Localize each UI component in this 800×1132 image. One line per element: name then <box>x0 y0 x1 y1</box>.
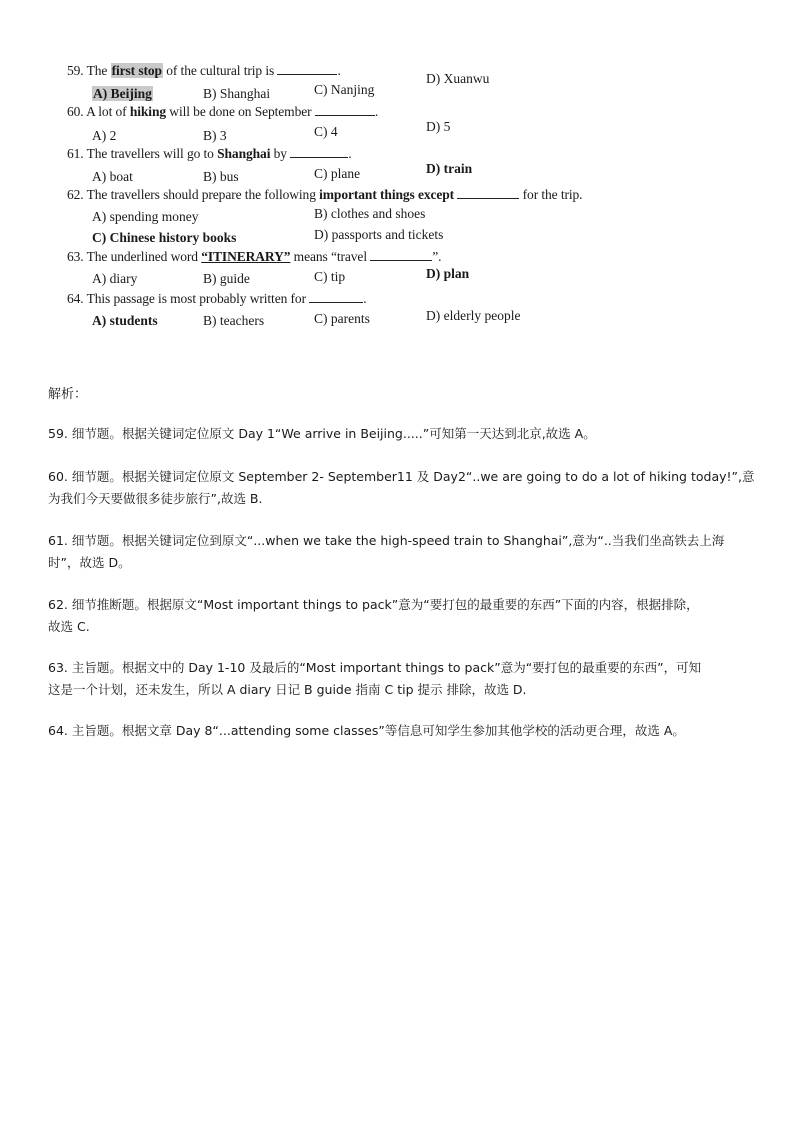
q63-blank <box>370 249 432 261</box>
q63-option-b: B) guide <box>203 271 250 286</box>
question-block <box>0 0 800 340</box>
q59-end: . <box>337 63 341 78</box>
q64-option-a: A) students <box>92 313 158 328</box>
q60-bold: hiking <box>129 104 167 119</box>
analysis-59 <box>48 423 760 445</box>
q62-option-c: C) Chinese history books <box>92 230 237 245</box>
analysis-62-line-2: 故选 C. <box>48 619 90 634</box>
q59-highlight: first stop <box>111 63 162 78</box>
q59-option-a-text: A) Beijing <box>93 86 152 101</box>
q63-option-d: D) plan <box>426 266 470 281</box>
q63-option-c: C) tip <box>314 269 346 284</box>
q61-end: . <box>348 146 352 161</box>
q62-pre: 62. The travellers should prepare the following <box>67 187 320 202</box>
q63-end: ”. <box>432 249 442 264</box>
q62-option-a: A) spending money <box>92 209 199 224</box>
analysis-63 <box>48 657 760 701</box>
analysis-64 <box>48 720 760 742</box>
analysis-60 <box>48 466 760 510</box>
question-60 <box>67 104 378 120</box>
analysis-60-line-2: 为我们今天要做很多徒步旅行”,故选 B. <box>48 491 263 506</box>
q60-end: . <box>374 104 379 119</box>
q61-bold: Shanghai <box>217 146 271 161</box>
q60-pre: 60. A lot of <box>67 104 130 119</box>
q63-pre: 63. The underlined word <box>67 249 202 264</box>
q64-blank <box>309 291 363 303</box>
q59-option-a <box>92 86 153 102</box>
question-62 <box>67 187 582 203</box>
q63-post: means “travel <box>290 249 367 264</box>
question-63 <box>67 249 441 265</box>
q60-option-a: A) 2 <box>92 128 117 143</box>
q62-option-d: D) passports and tickets <box>314 227 444 242</box>
q64-pre: 64. This passage is most probably written for <box>67 291 306 306</box>
q62-post: for the trip. <box>522 187 583 202</box>
question-64 <box>67 291 367 307</box>
analysis-64-line: 64. 主旨题。根据文章 Day 8“...attending some classes”等信息可知学生参加其他学校的活动更合理，故选 A。 <box>48 723 685 738</box>
analysis-61-line-2: 时”，故选 D。 <box>48 555 131 570</box>
q64-end: . <box>363 291 367 306</box>
analysis-title: 解析： <box>48 387 88 402</box>
analysis-60-line-1: 60. 细节题。根据关键词定位原文 September 2- September11 及 Day2“..we are going to do a lot of hiking today!”,意 <box>48 469 755 484</box>
q61-option-b: B) bus <box>203 169 239 184</box>
q61-pre: 61. The travellers will go to <box>67 146 218 161</box>
analysis-63-line-1: 63. 主旨题。根据文中的 Day 1-10 及最后的“Most important things to pack”意为“要打包的最重要的东西”，可知 <box>48 660 702 675</box>
analysis-61 <box>48 530 760 574</box>
q62-blank <box>457 187 519 199</box>
q60-post: will be done on September <box>166 104 312 119</box>
q61-option-a: A) boat <box>92 169 133 184</box>
analysis-62-line-1: 62. 细节推断题。根据原文“Most important things to pack”意为“要打包的最重要的东西”下面的内容，根据排除， <box>48 597 699 612</box>
q61-blank <box>290 146 348 158</box>
q62-bold: important things except <box>319 187 455 202</box>
question-61 <box>67 146 351 162</box>
q59-option-d: D) Xuanwu <box>426 71 490 86</box>
q59-blank <box>277 63 337 75</box>
q64-option-c: C) parents <box>314 311 370 326</box>
q59-post: of the cultural trip is <box>162 63 275 78</box>
q60-blank <box>315 104 375 116</box>
q64-option-d: D) elderly people <box>426 308 521 323</box>
analysis-62 <box>48 594 760 638</box>
q61-post: by <box>270 146 287 161</box>
q61-option-c: C) plane <box>314 166 361 181</box>
q60-option-b: B) 3 <box>203 128 227 143</box>
question-59 <box>67 63 341 79</box>
q62-option-b: B) clothes and shoes <box>314 206 426 221</box>
q59-pre: 59. The <box>67 63 111 78</box>
analysis-61-line-1: 61. 细节题。根据关键词定位到原文“...when we take the high-speed train to Shanghai”,意为“..当我们坐高铁去上海 <box>48 533 725 548</box>
q64-option-b: B) teachers <box>203 313 265 328</box>
q59-option-c: C) Nanjing <box>314 82 375 97</box>
q60-option-c: C) 4 <box>314 124 338 139</box>
q60-option-d: D) 5 <box>426 119 451 134</box>
q63-option-a: A) diary <box>92 271 138 286</box>
q61-option-d: D) train <box>426 161 473 176</box>
analysis-63-line-2: 这是一个计划，还未发生，所以 A diary 日记 B guide 指南 C tip 提示 排除，故选 D. <box>48 682 527 697</box>
q59-option-b: B) Shanghai <box>203 86 271 101</box>
q63-underlined: “ITINERARY” <box>201 249 291 264</box>
analysis-59-line: 59. 细节题。根据关键词定位原文 Day 1“We arrive in Beijing.....”可知第一天达到北京,故选 A。 <box>48 426 596 441</box>
